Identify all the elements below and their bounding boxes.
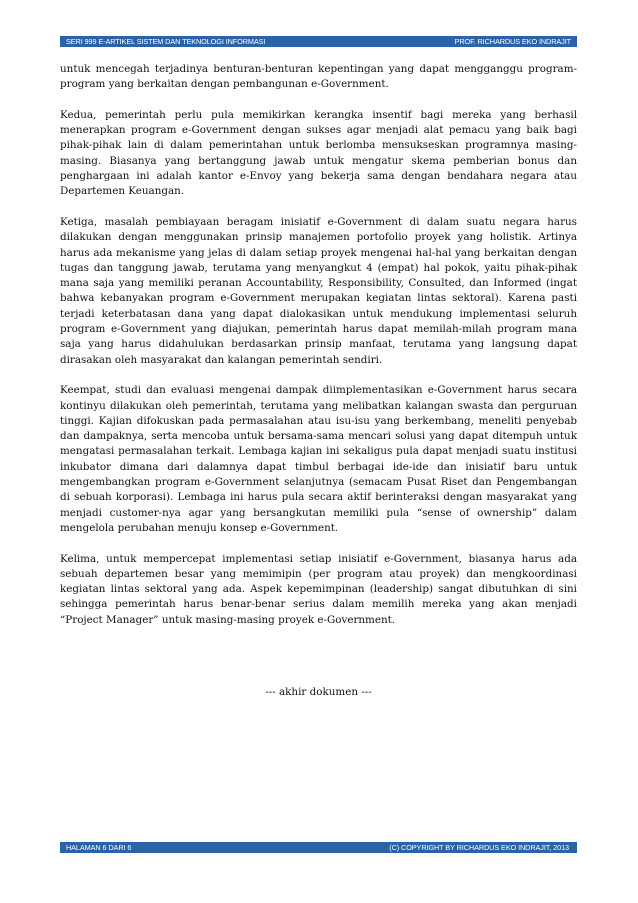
paragraph-ketiga: Ketiga, masalah pembiayaan beragam inisiatif e-Government di dalam suatu negara harus dilakukan dengan menggunakan prinsip manajemen portofolio proyek yang holistik. Artinya harus ada mekanisme yang jelas di dalam setiap proyek mengenai hal-hal yang berkaitan dengan tugas dan tanggung jawab, terutama yang menyangkut 4 (empat) hal pokok, yaitu pihak-pihak mana saja yang memiliki peranan Accountability, Responsibility, Consulted, dan Informed (ingat bahwa kebanyakan program e-Government merupakan kegiatan lintas sektoral). Karena pasti terjadi keterbatasan dana yang dapat dialokasikan untuk mendukung implementasi seluruh program e-Government yang diajukan, pemerintah harus dapat memilah-milah program mana saja yang harus didahulukan berdasarkan prinsip manfaat, terutama yang langsung dapat dirasakan oleh masyarakat dan kalangan pemerintah sendiri. bbox=[60, 215, 577, 366]
page-header bbox=[60, 36, 577, 47]
footer-page-number: HALAMAN 6 DARI 6 bbox=[66, 843, 132, 852]
paragraph-continuation: untuk mencegah terjadinya benturan-benturan kepentingan yang dapat mengganggu program-program yang berkaitan dengan pembangunan e-Government. bbox=[60, 63, 577, 91]
footer-copyright: (C) COPYRIGHT BY RICHARDUS EKO INDRAJIT, 2013 bbox=[389, 843, 569, 852]
page-footer bbox=[60, 842, 577, 853]
paragraph-keempat: Keempat, studi dan evaluasi mengenai dampak diimplementasikan e-Government harus secara kontinyu dilakukan oleh pemerintah, terutama yang melibatkan kalangan swasta dan perguruan tinggi. Kajian difokuskan pada permasalahan atau isu-isu yang berkembang, meneliti penyebab dan dampaknya, serta mencoba untuk bersama-sama mencari solusi yang dapat ditempuh untuk mengatasi permasalahan terkait. Lembaga kajian ini sekaligus pula dapat menjadi suatu institusi inkubator dimana dari dalamnya dapat timbul berbagai ide-ide dan inisiatif baru untuk mengembangkan program e-Government selanjutnya (semacam Pusat Riset dan Pengembangan di sebuah korporasi). Lembaga ini harus pula secara aktif berinteraksi dengan masyarakat yang menjadi customer-nya agar yang bersangkutan memiliki pula “sense of ownership” dalam mengelola perubahan menuju konsep e-Government. bbox=[60, 384, 577, 534]
paragraph-kelima: Kelima, untuk mempercepat implementasi setiap inisiatif e-Government, biasanya harus ada sebuah departemen besar yang memimipin (per program atau proyek) dan mengkoordinasi kegiatan lintas sektoral yang ada. Aspek kepemimpinan (leadership) sangat dibutuhkan di sini sehingga pemerintah harus benar-benar serius dalam memilih mereka yang akan menjadi “Project Manager” untuk masing-masing proyek e-Government. bbox=[60, 552, 577, 626]
end-of-document-marker: --- akhir dokumen --- bbox=[265, 686, 372, 698]
header-author: PROF. RICHARDUS EKO INDRAJIT bbox=[454, 37, 571, 46]
header-series-title: SERI 999 E-ARTIKEL SISTEM DAN TEKNOLOGI INFORMASI bbox=[66, 37, 266, 46]
paragraph-kedua: Kedua, pemerintah perlu pula memikirkan kerangka insentif bagi mereka yang berhasil menerapkan program e-Government dengan sukses agar menjadi alat pemacu yang baik bagi pihak-pihak lain di dalam pemerintahan untuk berlomba mensukseskan programnya masing-masing. Biasanya yang bertanggung jawab untuk mengatur skema pemberian bonus dan penghargaan ini adalah kantor e-Envoy yang bekerja sama dengan bendahara negara atau Departemen Keuangan. bbox=[60, 108, 577, 198]
document-body bbox=[60, 62, 577, 643]
